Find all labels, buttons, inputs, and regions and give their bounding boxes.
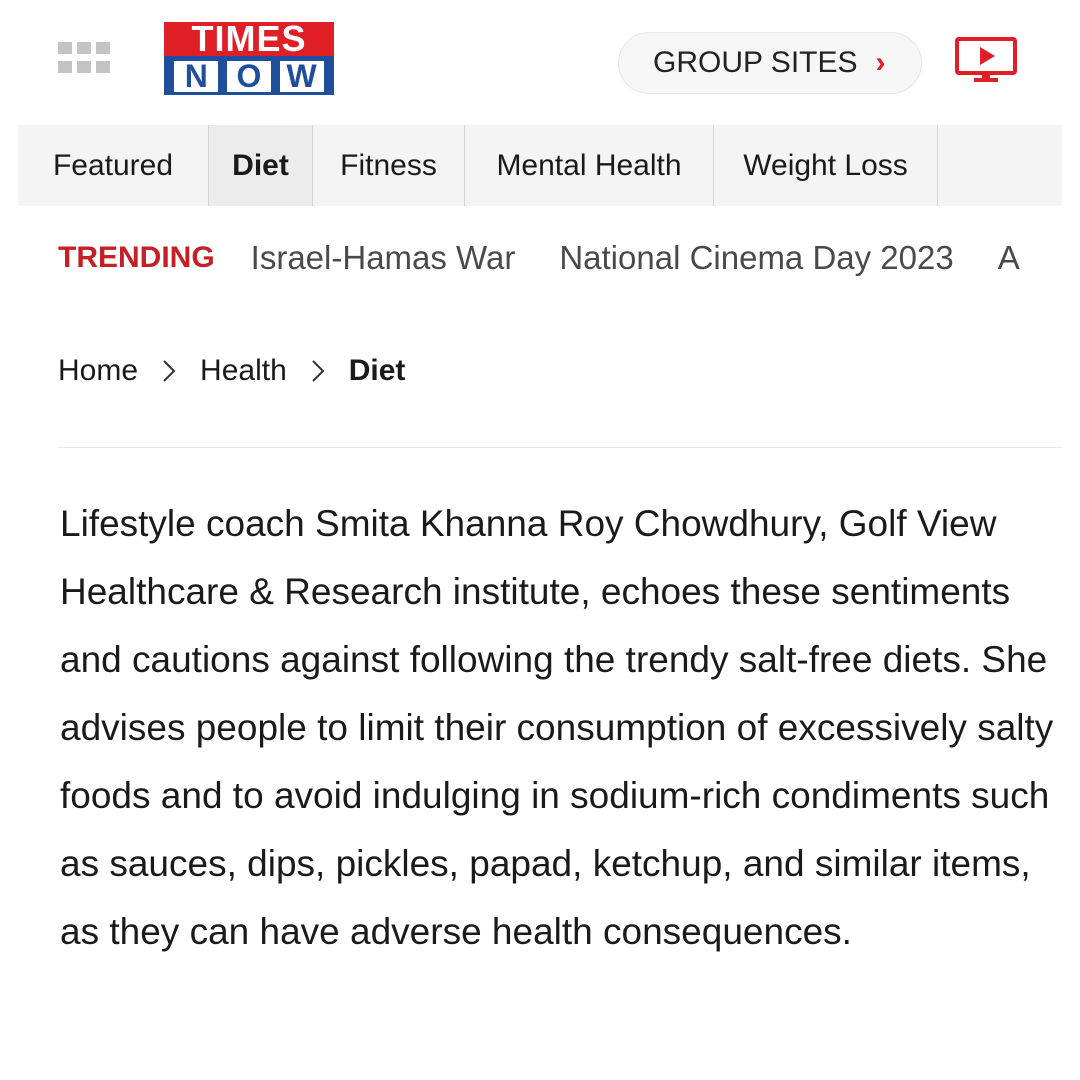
logo-letter: N: [174, 61, 218, 92]
trending-item-israel-hamas-war[interactable]: Israel-Hamas War: [250, 239, 516, 276]
tv-play-icon[interactable]: [955, 37, 1017, 83]
tab-weight-loss[interactable]: Weight Loss: [714, 125, 938, 206]
group-sites-button[interactable]: [618, 32, 922, 94]
tab-mental-health[interactable]: Mental Health: [465, 125, 714, 206]
chevron-right-icon: ›: [875, 46, 886, 79]
category-tabs: [18, 125, 1062, 206]
divider: [58, 447, 1062, 448]
grid-menu-icon[interactable]: [58, 42, 110, 74]
group-sites-label: GROUP SITES: [653, 46, 858, 79]
tab-fitness[interactable]: Fitness: [313, 125, 465, 206]
trending-bar: [58, 230, 1048, 286]
logo-top-text: TIMES: [164, 22, 334, 56]
tab-featured[interactable]: Featured: [18, 125, 209, 206]
chevron-right-icon: [160, 359, 178, 383]
tab-diet[interactable]: Diet: [209, 125, 313, 206]
logo-letter: O: [227, 61, 271, 92]
site-header: [0, 0, 1080, 125]
chevron-right-icon: [309, 359, 327, 383]
breadcrumb: [58, 345, 405, 397]
breadcrumb-health[interactable]: Health: [200, 354, 287, 387]
trending-label: TRENDING: [58, 241, 215, 274]
trending-item-truncated[interactable]: A: [997, 239, 1020, 276]
trending-item-national-cinema-day[interactable]: National Cinema Day 2023: [559, 239, 954, 276]
logo-bottom-letters: [164, 58, 334, 95]
logo-letter: W: [280, 61, 324, 92]
times-now-logo[interactable]: [164, 22, 334, 95]
breadcrumb-home[interactable]: Home: [58, 354, 139, 387]
article-paragraph: Lifestyle coach Smita Khanna Roy Chowdhury, Golf View Healthcare & Research institute, echoes these sentiments and cautions against following the trendy salt-free diets. She advises people to limit their consumption of excessively salty foods and to avoid indulging in sodium-rich condiments such as sauces, dips, pickles, papad, ketchup, and similar items, as they can have adverse health consequences.: [60, 503, 1054, 952]
breadcrumb-diet[interactable]: Diet: [348, 354, 406, 387]
